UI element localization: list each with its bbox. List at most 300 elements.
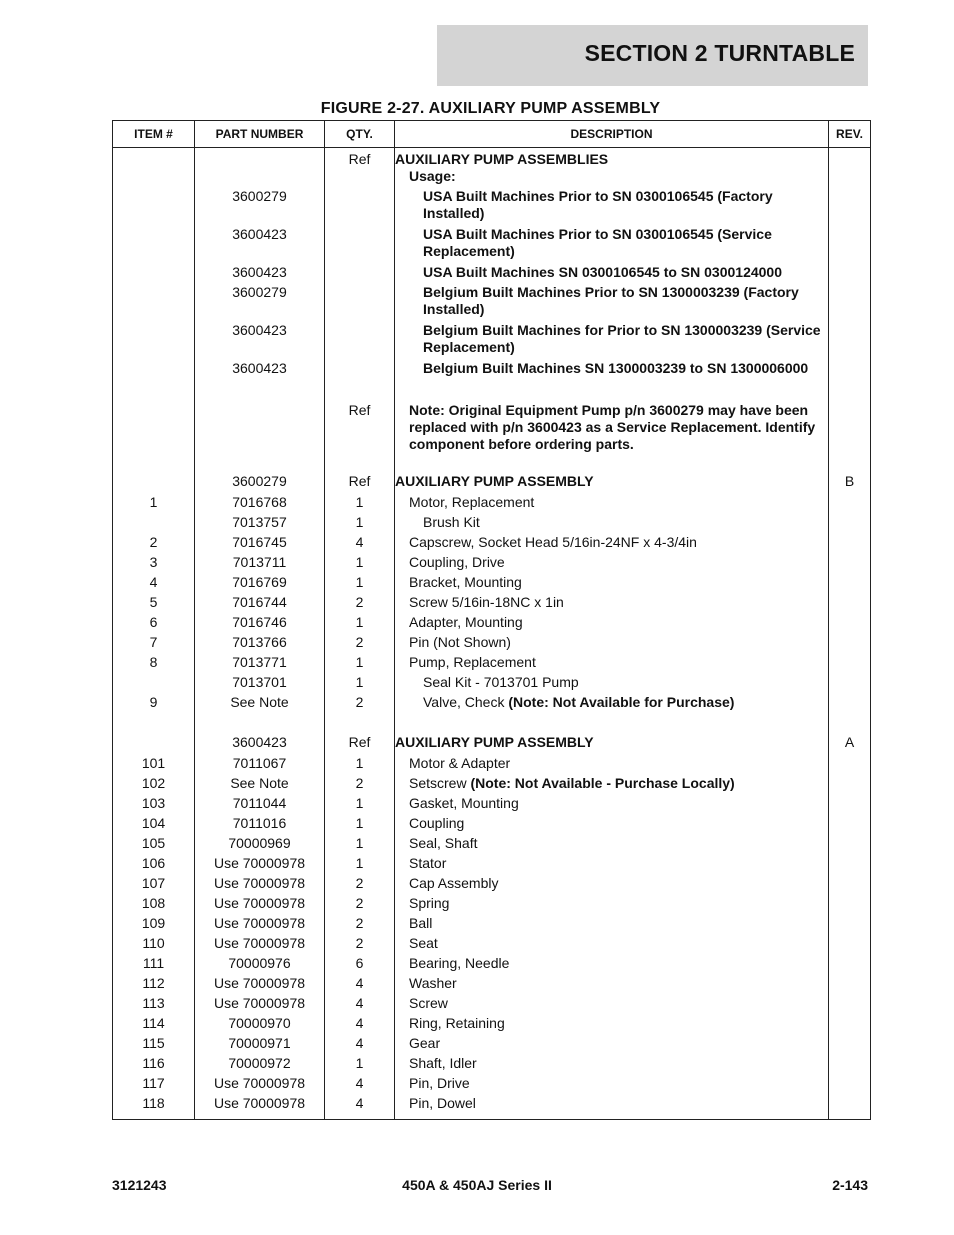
table-row — [113, 494, 871, 514]
description-cell — [395, 955, 829, 975]
description-text — [395, 694, 828, 711]
part-number-cell — [195, 188, 325, 226]
table-row — [113, 534, 871, 554]
rev-cell — [829, 895, 871, 915]
section-title: SECTION 2 TURNTABLE — [584, 40, 855, 66]
qty-cell-text: 1 — [355, 755, 364, 771]
part-number-cell-text: 3600279 — [232, 284, 287, 300]
qty-cell-text: 1 — [355, 554, 364, 570]
part-number-cell-text: 7013757 — [232, 514, 287, 530]
description-cell — [395, 654, 829, 674]
item-cell — [113, 226, 195, 264]
part-number-cell — [195, 694, 325, 714]
item-cell-text: 116 — [142, 1055, 165, 1071]
table-row — [113, 284, 871, 322]
qty-cell-text: Ref — [348, 734, 371, 750]
qty-cell-text: 1 — [355, 674, 364, 690]
column-header-qty: QTY. — [325, 121, 395, 148]
item-cell-text: 4 — [149, 574, 158, 590]
description-cell — [395, 694, 829, 714]
part-number-cell-text: Use 70000978 — [213, 995, 306, 1011]
item-cell — [113, 855, 195, 875]
description-label: Seal Kit - 7013701 Pump — [423, 674, 579, 690]
item-cell — [113, 694, 195, 714]
part-number-cell-text: Use 70000978 — [213, 935, 306, 951]
rev-cell — [829, 1095, 871, 1119]
qty-cell-text: 1 — [355, 1055, 364, 1071]
item-cell — [113, 714, 195, 755]
description-label: Belgium Built Machines SN 1300003239 to SN 1300006000 — [423, 360, 809, 376]
column-header-part-number: PART NUMBER — [195, 121, 325, 148]
part-number-cell — [195, 360, 325, 380]
qty-cell — [325, 534, 395, 554]
description-cell — [395, 264, 829, 284]
item-cell-text: 118 — [142, 1095, 165, 1111]
table-row — [113, 514, 871, 534]
qty-cell — [325, 148, 395, 169]
description-label: Note: Original Equipment Pump p/n 3600279 may have been replaced with p/n 3600423 as a Service Replacement. Identify component before ordering parts. — [409, 402, 816, 452]
qty-cell — [325, 755, 395, 775]
table-row — [113, 554, 871, 574]
description-label: AUXILIARY PUMP ASSEMBLY — [395, 734, 594, 750]
table-row — [113, 915, 871, 935]
item-cell — [113, 168, 195, 188]
rev-cell — [829, 226, 871, 264]
description-label: Bracket, Mounting — [409, 574, 522, 590]
table-row — [113, 1075, 871, 1095]
table-row — [113, 453, 871, 494]
rev-cell — [829, 1075, 871, 1095]
rev-cell — [829, 494, 871, 514]
description-cell — [395, 855, 829, 875]
rev-cell — [829, 360, 871, 380]
description-text — [395, 188, 828, 222]
rev-cell — [829, 322, 871, 360]
description-text — [395, 360, 828, 377]
qty-cell — [325, 453, 395, 494]
qty-cell — [325, 380, 395, 453]
part-number-cell — [195, 148, 325, 169]
footer-model: 450A & 450AJ Series II — [402, 1177, 552, 1193]
rev-cell — [829, 815, 871, 835]
item-cell — [113, 674, 195, 694]
qty-cell — [325, 1015, 395, 1035]
part-number-cell-text: 7013766 — [232, 634, 287, 650]
part-number-cell-text: 7016745 — [232, 534, 287, 550]
part-number-cell — [195, 1095, 325, 1119]
qty-cell — [325, 1075, 395, 1095]
description-cell — [395, 226, 829, 264]
part-number-cell-text: See Note — [230, 694, 289, 710]
description-label: Motor, Replacement — [409, 494, 535, 510]
description-label: Seal, Shaft — [409, 835, 478, 851]
description-cell — [395, 875, 829, 895]
qty-cell — [325, 915, 395, 935]
item-cell — [113, 148, 195, 169]
description-cell — [395, 494, 829, 514]
description-cell — [395, 514, 829, 534]
section-banner — [437, 25, 868, 86]
description-text — [395, 654, 828, 671]
table-row — [113, 795, 871, 815]
part-number-cell — [195, 835, 325, 855]
qty-cell-text: Ref — [348, 151, 371, 167]
description-label: Washer — [409, 975, 457, 991]
description-label: USA Built Machines Prior to SN 0300106545 (Factory Installed) — [423, 188, 773, 221]
table-row — [113, 835, 871, 855]
qty-cell-text: 4 — [355, 534, 364, 550]
table-row — [113, 674, 871, 694]
rev-cell — [829, 775, 871, 795]
item-cell — [113, 284, 195, 322]
part-number-cell-text: 3600423 — [232, 360, 287, 376]
part-number-cell-text: 70000970 — [228, 1015, 291, 1031]
part-number-cell-text: 7011044 — [232, 795, 287, 811]
qty-cell-text: 1 — [355, 855, 364, 871]
part-number-cell — [195, 1055, 325, 1075]
part-number-cell-text: 3600279 — [232, 473, 287, 489]
table-row — [113, 574, 871, 594]
description-label: Capscrew, Socket Head 5/16in-24NF x 4-3/4in — [409, 534, 697, 550]
part-number-cell-text: 7011016 — [232, 815, 287, 831]
item-cell-text: 110 — [142, 935, 165, 951]
item-cell-text: 108 — [141, 895, 166, 911]
description-cell — [395, 795, 829, 815]
qty-cell-text: 4 — [355, 1035, 364, 1051]
description-text — [395, 734, 828, 751]
table-row — [113, 168, 871, 188]
description-label: Gear — [409, 1035, 441, 1051]
qty-cell — [325, 714, 395, 755]
part-number-cell-text: 7013711 — [232, 554, 287, 570]
part-number-cell — [195, 168, 325, 188]
part-number-cell — [195, 322, 325, 360]
part-number-cell-text: Use 70000978 — [213, 915, 306, 931]
description-cell — [395, 168, 829, 188]
rev-cell — [829, 148, 871, 169]
description-label: Spring — [409, 895, 450, 911]
part-number-cell-text: 7016769 — [232, 574, 287, 590]
item-cell-text: 106 — [141, 855, 166, 871]
rev-cell — [829, 1055, 871, 1075]
description-cell — [395, 1075, 829, 1095]
rev-cell — [829, 694, 871, 714]
description-text — [395, 226, 828, 260]
item-cell — [113, 574, 195, 594]
qty-cell-text: 2 — [355, 895, 364, 911]
description-text — [395, 574, 828, 591]
part-number-cell — [195, 380, 325, 453]
part-number-cell-text: 70000976 — [228, 955, 291, 971]
description-text — [395, 514, 828, 531]
part-number-cell-text: See Note — [230, 775, 289, 791]
item-cell-text: 1 — [149, 494, 158, 510]
qty-cell — [325, 188, 395, 226]
description-label: Coupling — [409, 815, 465, 831]
description-cell — [395, 935, 829, 955]
description-cell — [395, 1095, 829, 1119]
description-text — [395, 614, 828, 631]
part-number-cell-text: 70000969 — [228, 835, 291, 851]
description-label: USA Built Machines SN 0300106545 to SN 0300124000 — [423, 264, 783, 280]
item-cell-text: 103 — [141, 795, 166, 811]
table-row — [113, 1015, 871, 1035]
qty-cell — [325, 594, 395, 614]
description-cell — [395, 554, 829, 574]
qty-cell-text: 2 — [355, 775, 364, 791]
part-number-cell — [195, 453, 325, 494]
item-cell — [113, 995, 195, 1015]
table-row — [113, 264, 871, 284]
table-row — [113, 1055, 871, 1075]
rev-cell — [829, 755, 871, 775]
qty-cell — [325, 895, 395, 915]
part-number-cell — [195, 915, 325, 935]
qty-cell-text: 2 — [355, 594, 364, 610]
table-row — [113, 634, 871, 654]
qty-cell — [325, 1095, 395, 1119]
rev-cell-text: A — [844, 734, 855, 750]
description-label: AUXILIARY PUMP ASSEMBLY — [395, 473, 594, 489]
part-number-cell — [195, 534, 325, 554]
item-cell-text: 111 — [142, 955, 165, 971]
qty-cell-text: 4 — [355, 975, 364, 991]
part-number-cell-text: 7013701 — [232, 674, 287, 690]
qty-cell — [325, 360, 395, 380]
part-number-cell — [195, 1075, 325, 1095]
part-number-cell-text: 3600279 — [232, 188, 287, 204]
item-cell-text: 6 — [149, 614, 158, 630]
qty-cell-text: 2 — [355, 915, 364, 931]
description-cell — [395, 975, 829, 995]
parts-table-body — [113, 148, 871, 1120]
item-cell-text: 101 — [141, 755, 166, 771]
item-cell — [113, 815, 195, 835]
part-number-cell-text: Use 70000978 — [213, 1075, 306, 1091]
qty-cell — [325, 855, 395, 875]
description-cell — [395, 360, 829, 380]
description-label: Pin, Dowel — [409, 1095, 476, 1111]
item-cell — [113, 875, 195, 895]
description-label: Seat — [409, 935, 438, 951]
item-cell-text: 102 — [141, 775, 166, 791]
rev-cell — [829, 574, 871, 594]
description-text — [395, 674, 828, 691]
qty-cell — [325, 322, 395, 360]
rev-cell — [829, 835, 871, 855]
description-label: Ring, Retaining — [409, 1015, 505, 1031]
part-number-cell — [195, 895, 325, 915]
part-number-cell — [195, 594, 325, 614]
description-label: AUXILIARY PUMP ASSEMBLIES — [395, 151, 609, 167]
table-row — [113, 148, 871, 169]
description-cell — [395, 815, 829, 835]
rev-cell-text: B — [844, 473, 855, 489]
description-cell — [395, 380, 829, 453]
item-cell — [113, 634, 195, 654]
rev-cell — [829, 514, 871, 534]
qty-cell — [325, 574, 395, 594]
description-label: Valve, Check — [423, 694, 509, 710]
description-cell — [395, 594, 829, 614]
rev-cell — [829, 534, 871, 554]
description-cell — [395, 634, 829, 654]
qty-cell — [325, 226, 395, 264]
part-number-cell — [195, 284, 325, 322]
description-label: Usage: — [409, 168, 456, 184]
rev-cell — [829, 634, 871, 654]
description-text — [395, 935, 828, 952]
qty-cell-text: 4 — [355, 1015, 364, 1031]
item-cell — [113, 1095, 195, 1119]
part-number-cell-text: Use 70000978 — [213, 895, 306, 911]
rev-cell — [829, 380, 871, 453]
qty-cell-text: 1 — [355, 514, 364, 530]
description-label: Pin, Drive — [409, 1075, 470, 1091]
description-cell — [395, 453, 829, 494]
rev-cell — [829, 614, 871, 634]
item-cell-text: 107 — [141, 875, 166, 891]
rev-cell — [829, 453, 871, 494]
description-label: Stator — [409, 855, 447, 871]
description-text — [395, 1075, 828, 1092]
item-cell-text: 109 — [141, 915, 166, 931]
part-number-cell — [195, 795, 325, 815]
item-cell — [113, 755, 195, 775]
qty-cell — [325, 995, 395, 1015]
footer-page-number: 2-143 — [832, 1177, 868, 1193]
part-number-cell — [195, 935, 325, 955]
table-row — [113, 614, 871, 634]
description-cell — [395, 995, 829, 1015]
qty-cell-text: 1 — [355, 795, 364, 811]
qty-cell-text: 4 — [355, 1075, 364, 1091]
description-label: Setscrew — [409, 775, 471, 791]
description-text — [395, 494, 828, 511]
table-row — [113, 955, 871, 975]
table-row — [113, 975, 871, 995]
table-row — [113, 694, 871, 714]
parts-table — [112, 120, 871, 1120]
item-cell-text: 104 — [141, 815, 166, 831]
description-text — [395, 594, 828, 611]
description-text — [395, 634, 828, 651]
part-number-cell-text: 3600423 — [232, 734, 287, 750]
part-number-cell-text: 7016768 — [232, 494, 287, 510]
description-cell — [395, 534, 829, 554]
rev-cell — [829, 714, 871, 755]
item-cell — [113, 614, 195, 634]
description-cell — [395, 574, 829, 594]
description-text — [395, 815, 828, 832]
item-cell — [113, 554, 195, 574]
part-number-cell — [195, 775, 325, 795]
description-label: Adapter, Mounting — [409, 614, 523, 630]
part-number-cell — [195, 574, 325, 594]
qty-cell — [325, 815, 395, 835]
description-label: Pump, Replacement — [409, 654, 536, 670]
rev-cell — [829, 554, 871, 574]
qty-cell — [325, 614, 395, 634]
table-row — [113, 380, 871, 453]
description-text — [395, 955, 828, 972]
item-cell-text: 113 — [142, 995, 165, 1011]
description-label: Belgium Built Machines for Prior to SN 1300003239 (Service Replacement) — [423, 322, 821, 355]
item-cell — [113, 494, 195, 514]
item-cell — [113, 594, 195, 614]
part-number-cell-text: 3600423 — [232, 264, 287, 280]
qty-cell-text: 2 — [355, 694, 364, 710]
description-text — [395, 775, 828, 792]
qty-cell — [325, 975, 395, 995]
part-number-cell — [195, 514, 325, 534]
table-row — [113, 188, 871, 226]
description-note: (Note: Not Available for Purchase) — [508, 694, 735, 710]
column-header-item: ITEM # — [113, 121, 195, 148]
item-cell — [113, 915, 195, 935]
description-text — [395, 473, 828, 490]
item-cell-text: 105 — [141, 835, 166, 851]
description-cell — [395, 188, 829, 226]
description-cell — [395, 714, 829, 755]
table-row — [113, 875, 871, 895]
qty-cell — [325, 875, 395, 895]
description-cell — [395, 614, 829, 634]
table-row — [113, 1095, 871, 1119]
item-cell-text: 5 — [149, 594, 158, 610]
description-text — [395, 975, 828, 992]
part-number-cell — [195, 226, 325, 264]
item-cell-text: 7 — [149, 634, 158, 650]
part-number-cell-text: 7016746 — [232, 614, 287, 630]
part-number-cell — [195, 995, 325, 1015]
item-cell — [113, 955, 195, 975]
footer-document-number: 3121243 — [112, 1177, 167, 1193]
part-number-cell — [195, 855, 325, 875]
qty-cell-text: 4 — [355, 995, 364, 1011]
description-text — [395, 1095, 828, 1112]
item-cell-text: 117 — [142, 1075, 165, 1091]
rev-cell — [829, 284, 871, 322]
qty-cell — [325, 835, 395, 855]
rev-cell — [829, 1035, 871, 1055]
description-label: Screw 5/16in-18NC x 1in — [409, 594, 564, 610]
description-text — [395, 168, 828, 185]
item-cell-text: 114 — [142, 1015, 165, 1031]
qty-cell — [325, 284, 395, 322]
part-number-cell-text: Use 70000978 — [213, 975, 306, 991]
part-number-cell — [195, 975, 325, 995]
qty-cell — [325, 1035, 395, 1055]
description-text — [395, 284, 828, 318]
table-row — [113, 226, 871, 264]
qty-cell — [325, 494, 395, 514]
table-row — [113, 360, 871, 380]
part-number-cell — [195, 1015, 325, 1035]
column-header-description: DESCRIPTION — [395, 121, 829, 148]
rev-cell — [829, 795, 871, 815]
rev-cell — [829, 875, 871, 895]
part-number-cell — [195, 654, 325, 674]
table-row — [113, 322, 871, 360]
item-cell-text: 115 — [142, 1035, 165, 1051]
qty-cell-text: 2 — [355, 935, 364, 951]
qty-cell — [325, 1055, 395, 1075]
figure-title: FIGURE 2-27. AUXILIARY PUMP ASSEMBLY — [320, 100, 661, 117]
part-number-cell-text: 7011067 — [232, 755, 287, 771]
qty-cell-text: 4 — [355, 1095, 364, 1111]
column-header-rev: REV. — [829, 121, 871, 148]
